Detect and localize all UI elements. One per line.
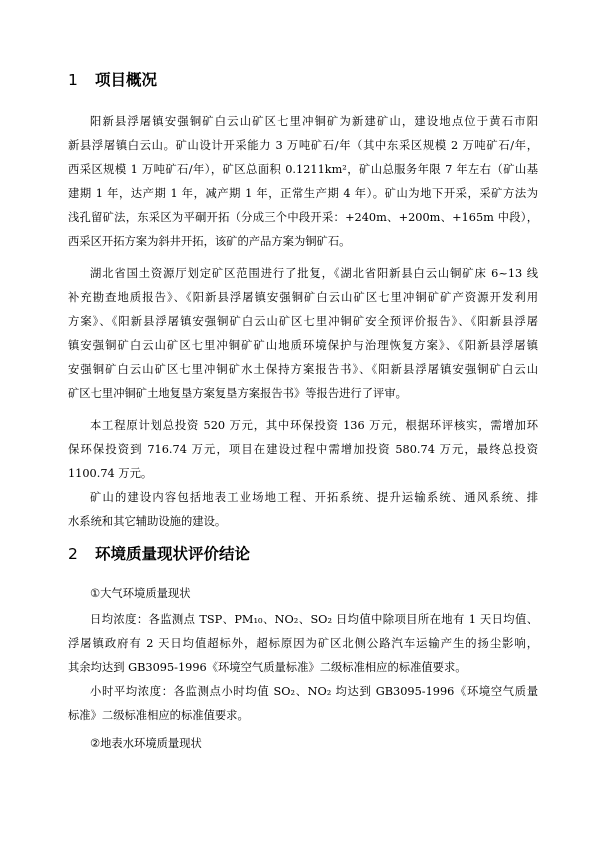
text-line: 保环保投资到 716.74 万元，项目在建设过程中需增加投资 580.74 万元，最终总投资	[68, 443, 538, 456]
section-number: 2	[68, 545, 78, 563]
text-line: 浮屠镇政府有 2 天日均值超标外，超标原因为矿区北侧公路汽车运输产生的扬尘影响，	[68, 637, 538, 650]
subheading-air-quality: ①大气环境质量现状	[90, 587, 191, 600]
text-line: 本工程原计划总投资 520 万元，其中环保投资 136 万元，根据环评核实，需增加环	[90, 419, 538, 432]
text-line: 镇安强铜矿白云山矿区七里冲铜矿矿山地质环境保护与治理恢复方案》、《阳新县浮屠镇	[68, 339, 538, 352]
paragraph-hourly-concentration	[68, 680, 538, 728]
text-line: 1100.74 万元。	[68, 467, 153, 480]
paragraph-investment	[68, 414, 538, 486]
paragraph-approvals	[68, 262, 538, 406]
text-line: 阳新县浮屠镇安强铜矿白云山矿区七里冲铜矿为新建矿山，建设地点位于黄石市阳	[90, 115, 538, 128]
section-number: 1	[68, 71, 78, 89]
text-line: 水系统和其它辅助设施的建设。	[68, 515, 227, 528]
text-line: 矿区七里冲铜矿土地复垦方案复垦方案报告书》等报告进行了评审。	[68, 387, 407, 400]
text-line: 建期 1 年，达产期 1 年，减产期 1 年，正常生产期 4 年）。矿山为地下开采，采矿方法为	[68, 187, 538, 200]
paragraph-daily-concentration	[68, 608, 538, 680]
text-line: 西采区规模 1 万吨矿石/年），矿区总面积 0.1211km²，矿山总服务年限 7 年左右（矿山基	[68, 163, 538, 176]
section-heading-2	[68, 544, 250, 564]
paragraph-overview	[68, 110, 538, 254]
text-line: 日均浓度：各监测点 TSP、PM₁₀、NO₂、SO₂ 日均值中除项目所在地有 1 天日均值、	[90, 613, 538, 626]
text-line: 标准》二级标准相应的标准值要求。	[68, 709, 249, 722]
paragraph-construction	[68, 486, 538, 534]
section-heading-1	[68, 70, 157, 90]
text-line: 西采区开拓方案为斜井开拓，该矿的产品方案为铜矿石。	[68, 235, 351, 248]
text-line: 浅孔留矿法，东采区为平硐开拓（分成三个中段开采：+240m、+200m、+165m 中段），	[68, 211, 538, 224]
text-line: 新县浮屠镇白云山。矿山设计开采能力 3 万吨矿石/年（其中东采区规模 2 万吨矿石/年，	[68, 139, 538, 152]
text-line: 小时平均浓度：各监测点小时均值 SO₂、NO₂ 均达到 GB3095-1996《环境空气质量	[90, 685, 538, 698]
text-line: 补充勘查地质报告》、《阳新县浮屠镇安强铜矿白云山矿区七里冲铜矿矿产资源开发利用	[68, 291, 538, 304]
text-line: 安强铜矿白云山矿区七里冲铜矿水土保持方案报告书》、《阳新县浮屠镇安强铜矿白云山	[68, 363, 538, 376]
subheading-surface-water: ②地表水环境质量现状	[90, 737, 202, 750]
section-title: 环境质量现状评价结论	[95, 545, 251, 563]
text-line: 湖北省国土资源厅划定矿区范围进行了批复，《湖北省阳新县白云山铜矿床 6~13 线	[90, 267, 538, 280]
section-title: 项目概况	[95, 71, 158, 89]
text-line: 方案》、《阳新县浮屠镇安强铜矿白云山矿区七里冲铜矿安全预评价报告》、《阳新县浮屠	[68, 315, 538, 328]
text-line: 矿山的建设内容包括地表工业场地工程、开拓系统、提升运输系统、通风系统、排	[90, 491, 538, 504]
text-line: 其余均达到 GB3095-1996《环境空气质量标准》二级标准相应的标准值要求。	[68, 661, 467, 674]
